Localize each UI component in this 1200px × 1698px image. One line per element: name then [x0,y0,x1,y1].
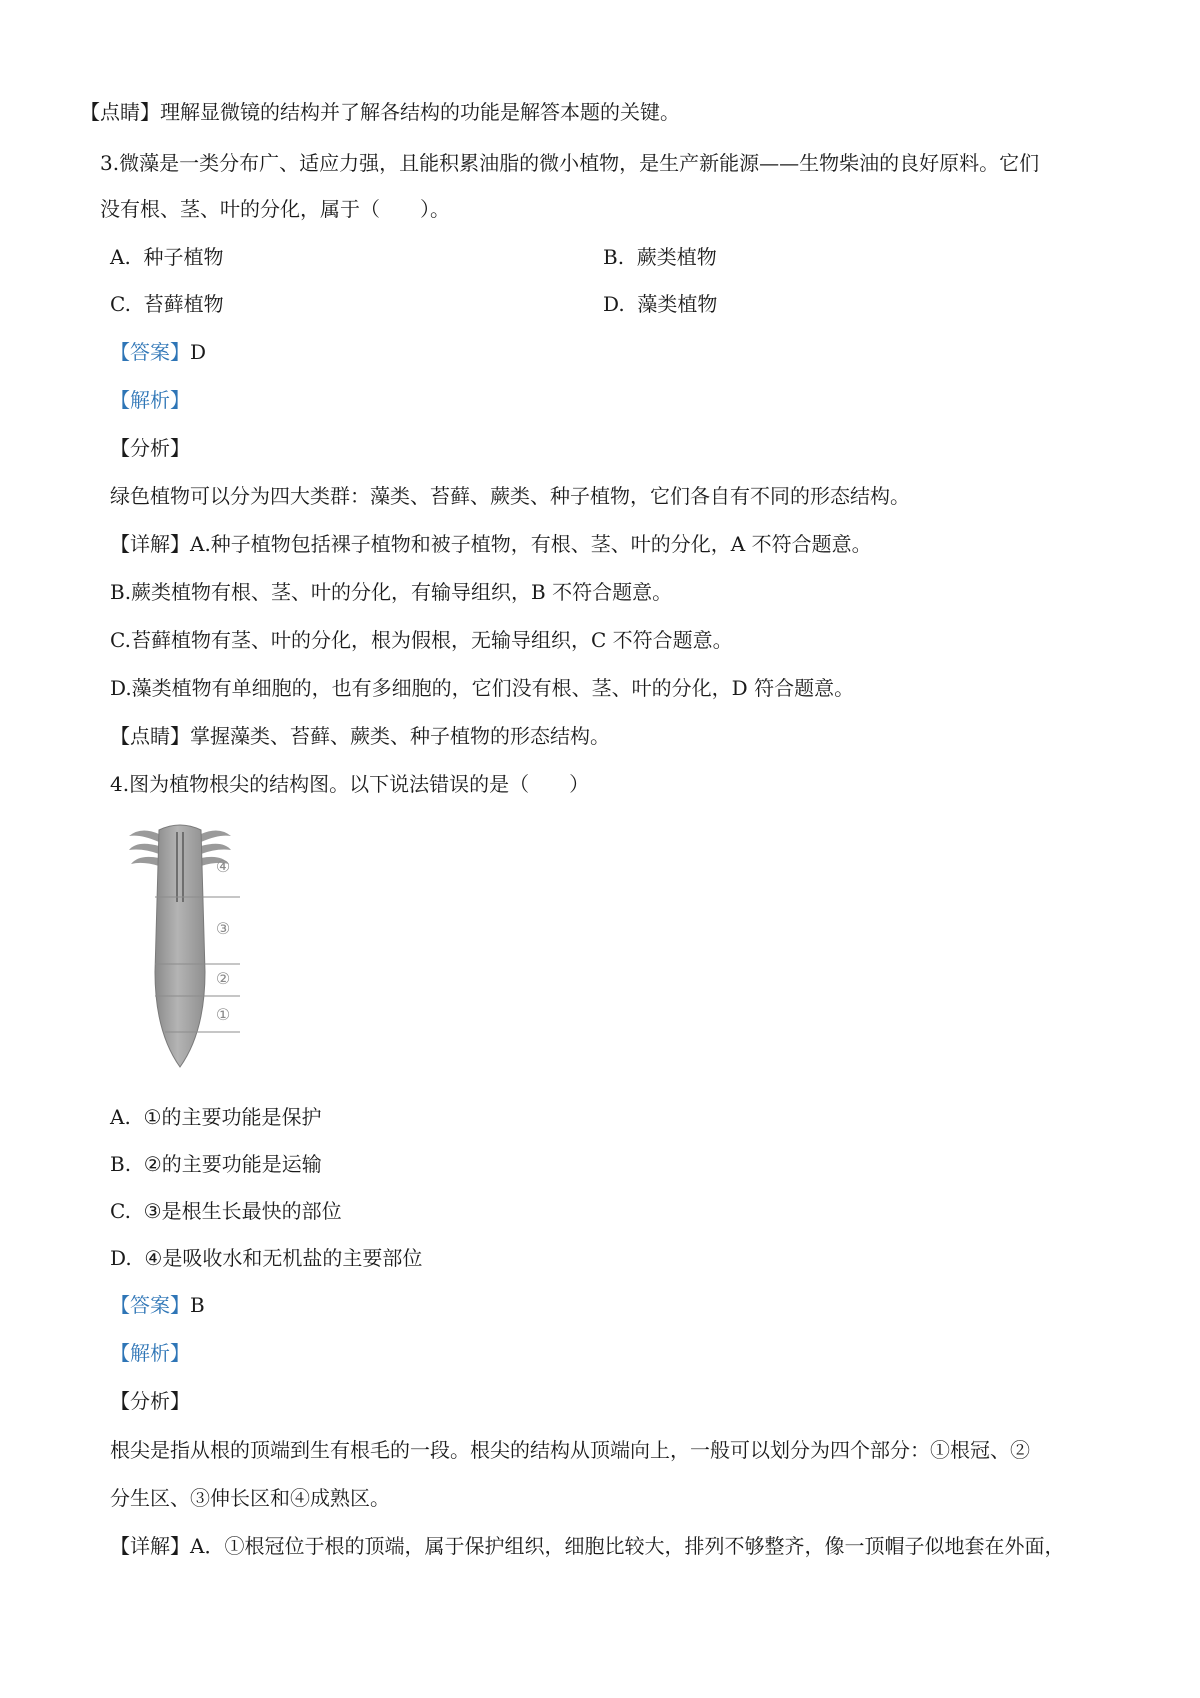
q4-option-c [110,1197,342,1225]
xiangjie-text: A.种子植物包括裸子植物和被子植物，有根、茎、叶的分化，A 不符合题意。 [190,532,872,556]
zone-label-1: ① [215,1005,231,1024]
dianjing-text: 掌握藻类、苔藓、蕨类、种子植物的形态结构。 [190,724,610,748]
q3-fenxi-tag: 【分析】 [110,436,190,460]
q3-option-c [110,290,224,318]
option-text: 藻类植物 [637,292,718,316]
xiangjie-text: A．①根冠位于根的顶端，属于保护组织，细胞比较大，排列不够整齐，像一顶帽子似地套在外面， [190,1534,1065,1558]
q4-stem: 4.图为植物根尖的结构图。以下说法错误的是（ ） [110,772,590,796]
dianjing-tag: 【点睛】 [110,724,190,748]
option-letter: A. [110,1105,131,1129]
option-letter: B. [603,245,625,269]
xiangjie-tag: 【详解】 [110,532,190,556]
q3-option-b [603,243,717,271]
q3-fenxi-text: 绿色植物可以分为四大类群：藻类、苔藓、蕨类、种子植物，它们各自有不同的形态结构。 [110,484,910,508]
zone-label-4: ④ [215,857,231,876]
option-text: 苔藓植物 [143,292,224,316]
root-body [155,825,205,1067]
q4-fenxi-line-1: 根尖是指从根的顶端到生有根毛的一段。根尖的结构从顶端向上，一般可以划分为四个部分：①根冠、② [110,1438,1030,1462]
q3-xiangjie-line-1 [110,530,872,558]
option-text: 种子植物 [143,245,224,269]
q3-xiangjie-line-3: C.苔藓植物有茎、叶的分化，根为假根，无输导组织，C 不符合题意。 [110,628,733,652]
q4-option-d [110,1244,422,1272]
q3-dianjing-line [110,722,610,750]
option-text: 蕨类植物 [636,245,717,269]
q3-option-a [110,243,224,271]
option-letter: D. [603,292,625,316]
q4-option-a [110,1103,321,1131]
answer-tag: 【答案】 [110,340,190,364]
zone-label-3: ③ [215,919,231,938]
option-text: ③是根生长最快的部位 [143,1199,342,1223]
option-text: ②的主要功能是运输 [143,1152,322,1176]
option-letter: C. [110,292,131,316]
q3-stem-line-1: 3.微藻是一类分布广、适应力强，且能积累油脂的微小植物，是生产新能源——生物柴油的良好原料。它们 [100,151,1040,175]
q3-answer-line [110,338,206,366]
root-tip-diagram [125,822,270,1072]
dianjing-tag: 【点睛】 [80,100,160,124]
q4-fenxi-line-2: 分生区、③伸长区和④成熟区。 [110,1486,390,1510]
answer-value: B [190,1293,205,1317]
answer-value: D [190,340,207,364]
q4-option-b [110,1150,322,1178]
zone-label-2: ② [215,969,231,988]
q4-fenxi-tag: 【分析】 [110,1389,190,1413]
q4-answer-line [110,1291,205,1319]
q3-jiexi-tag: 【解析】 [110,388,190,412]
q4-jiexi-tag: 【解析】 [110,1341,190,1365]
option-text: ④是吸收水和无机盐的主要部位 [144,1246,423,1270]
dianjing-text: 理解显微镜的结构并了解各结构的功能是解答本题的关键。 [160,100,680,124]
q3-xiangjie-line-2: B.蕨类植物有根、茎、叶的分化，有输导组织，B 不符合题意。 [110,580,673,604]
option-letter: C. [110,1199,131,1223]
option-letter: D. [110,1246,132,1270]
option-letter: B. [110,1152,132,1176]
q3-stem-line-2: 没有根、茎、叶的分化，属于（ ）。 [100,197,450,221]
q3-option-d [603,290,717,318]
q3-xiangjie-line-4: D.藻类植物有单细胞的，也有多细胞的，它们没有根、茎、叶的分化，D 符合题意。 [110,676,855,700]
xiangjie-tag: 【详解】 [110,1534,190,1558]
option-letter: A. [110,245,131,269]
option-text: ①的主要功能是保护 [143,1105,322,1129]
dianjing-line [80,98,680,126]
q4-xiangjie-line [110,1532,1064,1560]
answer-tag: 【答案】 [110,1293,190,1317]
